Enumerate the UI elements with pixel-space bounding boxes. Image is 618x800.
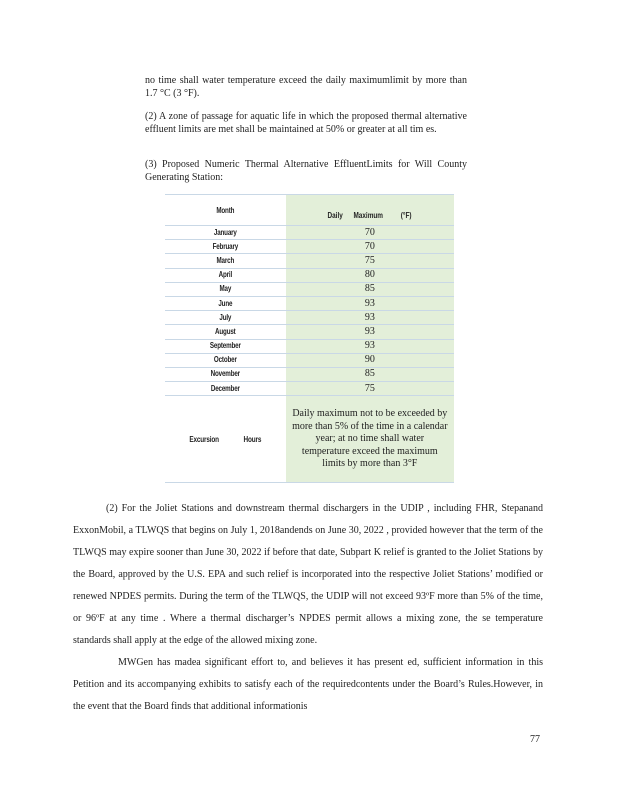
max-temp-cell: 85 xyxy=(286,282,454,296)
max-temp-cell: 93 xyxy=(286,339,454,353)
month-cell: June xyxy=(178,296,272,310)
table-row xyxy=(165,268,454,282)
table-row xyxy=(165,311,454,325)
table-header-row xyxy=(165,195,454,226)
excursion-text-cell: Daily maximum not to be exceeded by more than 5% of the time in a calendar year; at no time shall water temperature exceed the maximum limits by more than 3°F xyxy=(286,396,454,483)
month-cell: May xyxy=(178,282,272,296)
table-row xyxy=(165,382,454,396)
table-row xyxy=(165,296,454,310)
month-cell: July xyxy=(178,311,272,325)
month-cell: February xyxy=(178,240,272,254)
month-cell: March xyxy=(178,254,272,268)
max-temp-cell: 93 xyxy=(286,311,454,325)
max-temp-cell: 80 xyxy=(286,268,454,282)
table-row xyxy=(165,282,454,296)
excursion-label-cell xyxy=(165,396,286,483)
max-temp-cell: 90 xyxy=(286,353,454,367)
header-unit: (°F) xyxy=(401,210,412,220)
paragraph-continuation: no time shall water temperature exceed the daily maximumlimit by more than 1.7 °C (3 °F). xyxy=(145,75,467,99)
header-month: Month xyxy=(178,195,272,226)
month-cell: November xyxy=(178,367,272,381)
header-maximum: Maximum xyxy=(353,210,384,220)
max-temp-cell: 75 xyxy=(286,254,454,268)
month-cell: January xyxy=(178,226,272,240)
thermal-limits-table xyxy=(165,194,454,483)
table-row xyxy=(165,339,454,353)
paragraph-mwgen: MWGen has madea significant effort to, and believes it has present ed, sufficient information in this Petition and its accompanying exhibits to satisfy each of the requiredcontents under the Board’s Rules.However, in the event that the Board finds that additional informationis xyxy=(73,657,543,712)
header-daily-maximum xyxy=(286,195,454,226)
table-row xyxy=(165,325,454,339)
paragraph-proposed-limits: (3) Proposed Numeric Thermal Alternative EffluentLimits for Will County Generating Station: xyxy=(145,159,467,183)
paragraph-joliet-stations: (2) For the Joliet Stations and downstream thermal dischargers in the UDIP , including FHR, Stepanand ExxonMobil, a TLWQS that begins on July 1, 2018andends on June 30, 2022 , provided however that the term of the TLWQS may expire sooner than June 30, 2022 if before that date, Subpart K relief is granted to the Joliet Stations by the Board, approved by the U.S. EPA and such relief is incorporated into the respective Joliet Stations’ modified or renewed NPDES permits. During the term of the TLWQS, the UDIP will not exceed 93ºF more than 5% of the time, or 96ºF at any time . Where a thermal discharger’s NPDES permit allows a mixing zone, the se temperature standards shall apply at the edge of the allowed mixing zone. xyxy=(73,503,543,646)
table-row xyxy=(165,367,454,381)
max-temp-cell: 93 xyxy=(286,296,454,310)
excursion-row xyxy=(165,396,454,483)
excursion-label: Excursion xyxy=(189,434,219,444)
max-temp-cell: 85 xyxy=(286,367,454,381)
month-cell: April xyxy=(178,268,272,282)
hours-label: Hours xyxy=(243,434,262,444)
month-cell: September xyxy=(178,339,272,353)
max-temp-cell: 75 xyxy=(286,382,454,396)
paragraph-zone-of-passage: (2) A zone of passage for aquatic life in which the proposed thermal alternative effluent limits are met shall be maintained at 50% or greater at all tim es. xyxy=(145,111,467,135)
max-temp-cell: 70 xyxy=(286,226,454,240)
max-temp-cell: 70 xyxy=(286,240,454,254)
month-cell: October xyxy=(178,353,272,367)
month-cell: December xyxy=(178,382,272,396)
month-cell: August xyxy=(178,325,272,339)
header-daily: Daily xyxy=(327,210,344,220)
table-row xyxy=(165,353,454,367)
table-row xyxy=(165,240,454,254)
table-row xyxy=(165,226,454,240)
page-number: 77 xyxy=(530,734,540,745)
table-row xyxy=(165,254,454,268)
max-temp-cell: 93 xyxy=(286,325,454,339)
